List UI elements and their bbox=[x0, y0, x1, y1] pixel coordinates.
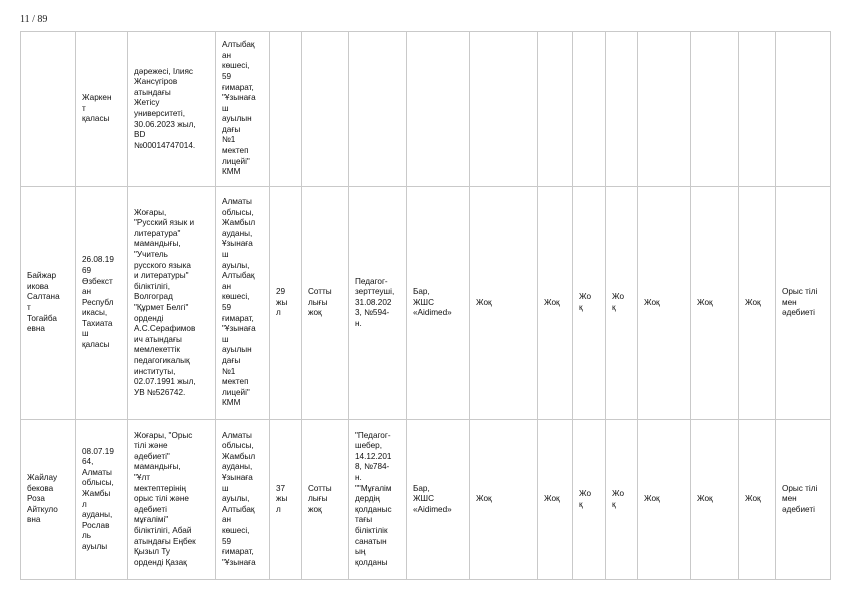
name-cell: Байжар икова Салтана т Тогайба евна bbox=[21, 187, 76, 420]
status-cell: Жоқ bbox=[638, 420, 691, 580]
status-cell bbox=[739, 32, 776, 187]
subject-cell bbox=[776, 32, 831, 187]
status-cell: Жоқ bbox=[538, 420, 573, 580]
experience-cell: 29 жы л bbox=[270, 187, 302, 420]
name-cell: Жайлау бекова Роза Айткуло вна bbox=[21, 420, 76, 580]
status-cell bbox=[606, 32, 638, 187]
subject-cell: Орыс тілі мен әдебиеті bbox=[776, 420, 831, 580]
status-cell: Жо қ bbox=[573, 420, 606, 580]
category-cell: "Педагог- шебер, 14.12.201 8, №784- н. ""Мұғалім дердің қолданыс тағы біліктілік санатын ың қолданы bbox=[349, 420, 407, 580]
subject-cell: Орыс тілі мен әдебиеті bbox=[776, 187, 831, 420]
staff-table bbox=[20, 31, 831, 580]
education-cell: Жоғары, "Орыс тілі және әдебиеті" мамандығы, "Ұлт мектептерінің орыс тілі және әдебиеті мұғалімі" біліктілігі, Абай атындағы Еңбек Қызыл Ту орденді Қазақ bbox=[128, 420, 216, 580]
conviction-cell: Сотты лығы жоқ bbox=[302, 420, 349, 580]
experience-cell bbox=[270, 32, 302, 187]
status-cell: Жоқ bbox=[470, 187, 538, 420]
status-cell: Жо қ bbox=[606, 420, 638, 580]
experience-cell: 37 жы л bbox=[270, 420, 302, 580]
status-cell bbox=[638, 32, 691, 187]
workplace-cell: Алтыбақ ан көшесі, 59 ғимарат, "Ұзынаға ш ауылын дағы №1 мектеп лицейі" КММ bbox=[216, 32, 270, 187]
category-cell bbox=[349, 32, 407, 187]
status-cell: Жо қ bbox=[573, 187, 606, 420]
workplace-cell: Алматы облысы, Жамбыл ауданы, Ұзынаға ш ауылы, Алтыбақ ан көшесі, 59 ғимарат, "Ұзынаға bbox=[216, 420, 270, 580]
status-cell bbox=[538, 32, 573, 187]
status-cell: Жоқ bbox=[739, 187, 776, 420]
name-cell bbox=[21, 32, 76, 187]
status-cell bbox=[691, 32, 739, 187]
workplace-cell: Алматы облысы, Жамбыл ауданы, Ұзынаға ш ауылы, Алтыбақ ан көшесі, 59 ғимарат, "Ұзынаға ш ауылын дағы №1 мектеп лицейі" КММ bbox=[216, 187, 270, 420]
status-cell: Жоқ bbox=[691, 420, 739, 580]
medical-cell bbox=[407, 32, 470, 187]
page-number: 11 / 89 bbox=[20, 14, 48, 25]
medical-cell: Бар, ЖШС «Aidimed» bbox=[407, 187, 470, 420]
status-cell: Жоқ bbox=[538, 187, 573, 420]
table-row bbox=[21, 187, 831, 420]
medical-cell: Бар, ЖШС «Aidimed» bbox=[407, 420, 470, 580]
education-cell: дәрежесі, Ілияс Жансүгіров атындағы Жетісу университеті, 30.06.2023 жыл, BD №00014747014. bbox=[128, 32, 216, 187]
category-cell: Педагог- зерттеуші, 31.08.202 3, №594- н. bbox=[349, 187, 407, 420]
birth-cell: Жаркен т қаласы bbox=[76, 32, 128, 187]
table-row bbox=[21, 32, 831, 187]
conviction-cell bbox=[302, 32, 349, 187]
status-cell bbox=[573, 32, 606, 187]
table-row bbox=[21, 420, 831, 580]
status-cell bbox=[470, 32, 538, 187]
education-cell: Жоғары, "Русский язык и литература" мамандығы, "Учитель русского языка и литературы" біліктілігі, Волгоград "Құрмет Белгі" орденді А.С.Серафимов ич атындағы мемлекеттік педагогикалық институты, 02.07.1991 жыл, УВ №526742. bbox=[128, 187, 216, 420]
status-cell: Жо қ bbox=[606, 187, 638, 420]
status-cell: Жоқ bbox=[470, 420, 538, 580]
birth-cell: 08.07.19 64, Алматы облысы, Жамбы л ауданы, Рослав ль ауылы bbox=[76, 420, 128, 580]
birth-cell: 26.08.19 69 Өзбекст ан Республ икасы, Тахиата ш қаласы bbox=[76, 187, 128, 420]
conviction-cell: Сотты лығы жоқ bbox=[302, 187, 349, 420]
status-cell: Жоқ bbox=[739, 420, 776, 580]
status-cell: Жоқ bbox=[691, 187, 739, 420]
status-cell: Жоқ bbox=[638, 187, 691, 420]
